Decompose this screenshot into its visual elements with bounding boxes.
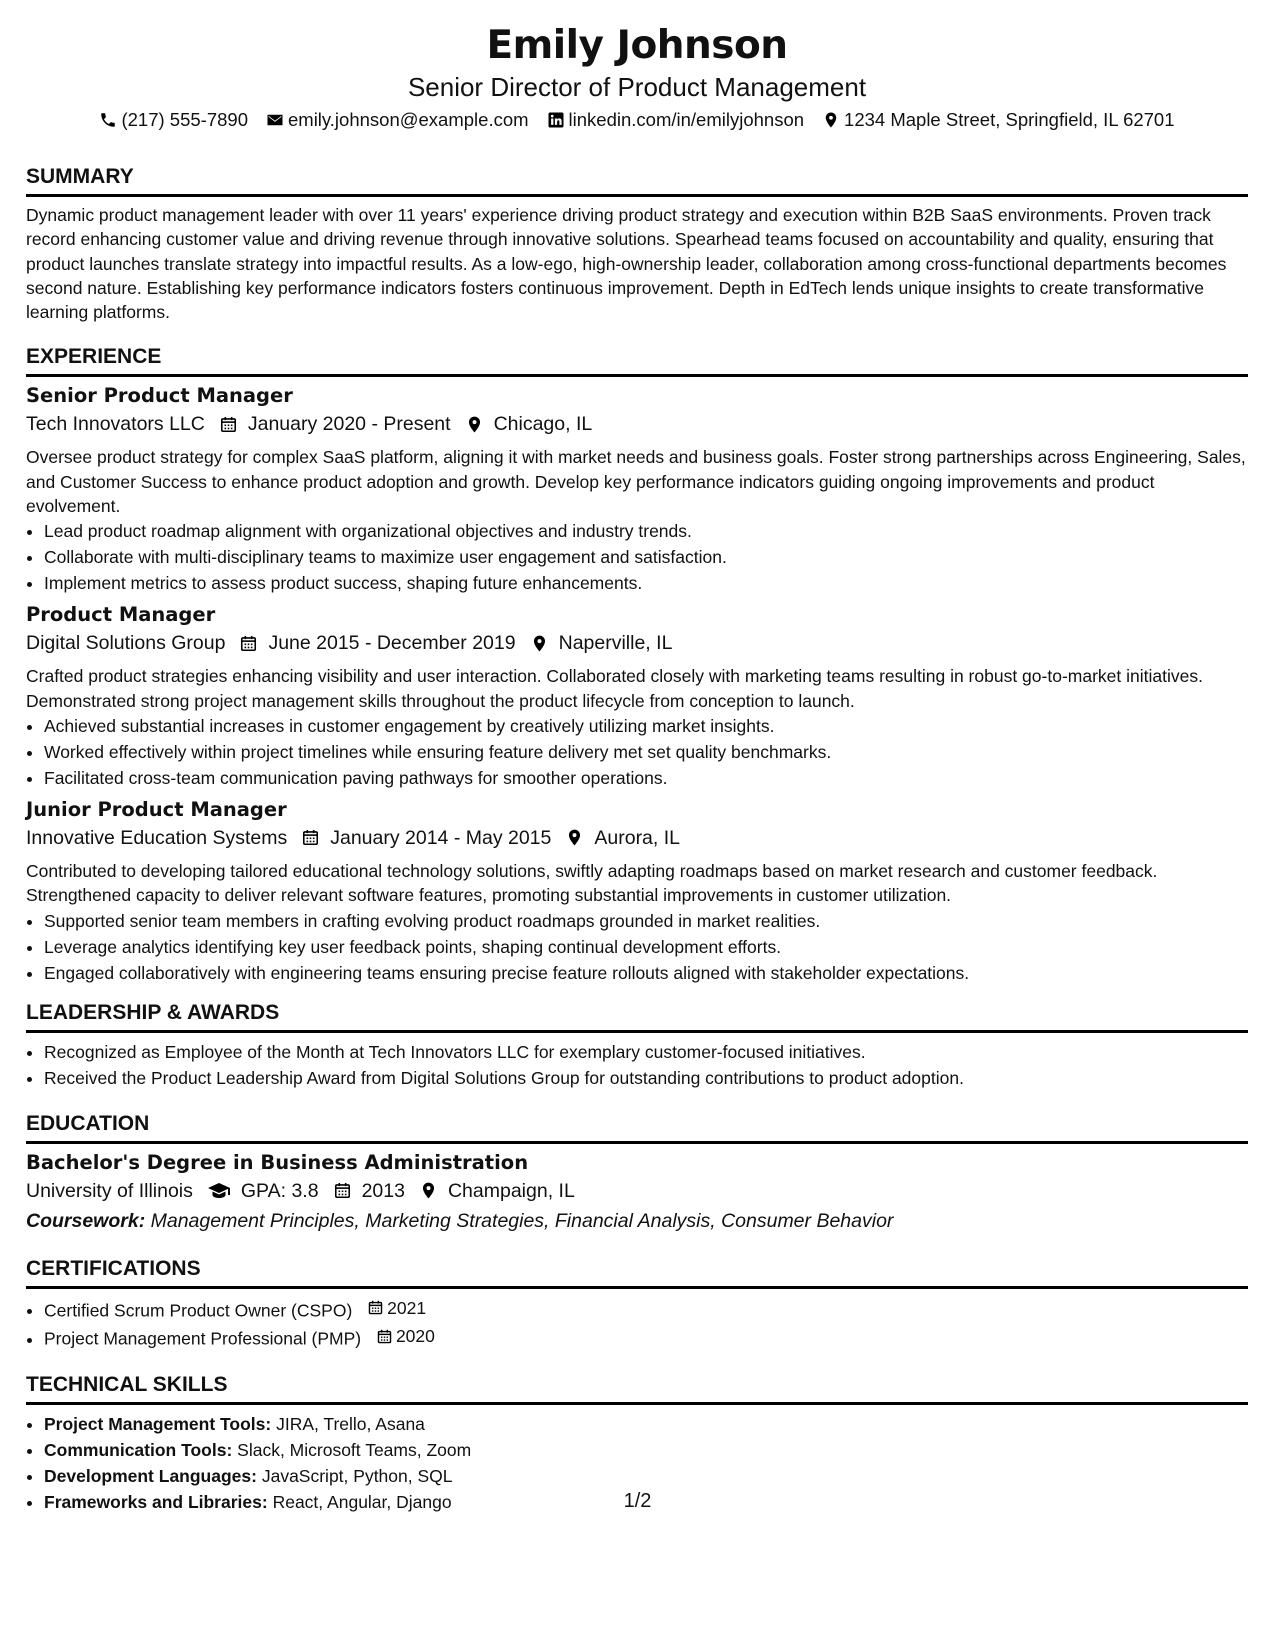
list-item [44, 1437, 1248, 1463]
skill-value: JIRA, Trello, Asana [276, 1413, 425, 1434]
cert-name: Project Management Professional (PMP) [44, 1328, 362, 1349]
list-item [44, 1323, 1248, 1352]
role-description: Contributed to developing tailored educational technology solutions, swiftly adapting roadmaps based on market research and customer feedback. Strengthened capacity to deliver relevant software features, promoting substantial improvements in customer utilization. [26, 860, 1158, 906]
certifications-list [26, 1295, 1248, 1352]
education-section [26, 1111, 1248, 1236]
role-bullets [26, 908, 1248, 986]
calendar-icon [301, 828, 320, 847]
linkedin-icon [547, 111, 565, 129]
contact-phone[interactable] [99, 108, 248, 132]
list-item: • Engaged collaboratively with engineering teams ensuring precise feature rollouts aligned with stakeholder expectations. [44, 960, 1248, 986]
section-heading-skills: TECHNICAL SKILLS [26, 1372, 1248, 1405]
coursework-list: Management Principles, Marketing Strategies, Financial Analysis, Consumer Behavior [150, 1209, 894, 1232]
section-heading-experience: EXPERIENCE [26, 344, 1248, 377]
summary-section [26, 164, 1248, 324]
school-location: Champaign, IL [447, 1179, 575, 1202]
contact-address [822, 108, 1174, 132]
calendar-icon [333, 1181, 352, 1200]
certifications-section [26, 1256, 1248, 1352]
summary-text: Dynamic product management leader with over 11 years' experience driving product strategy and execution within B2B SaaS environments. Proven track record enhancing customer value and driving revenue through innovative solutions. Spearhead teams focused on accountability and quality, ensuring that product launches translate strategy into impactful results. As a low-ego, high-ownership leader, collaboration among cross-functional departments becomes second nature. Establishing key performance indicators fosters continuous improvement. Depth in EdTech lends unique insights to create transformative learning platforms. [26, 205, 1227, 323]
list-item: • Worked effectively within project timelines while ensuring feature delivery met set quality benchmarks. [44, 739, 1248, 765]
company-name: Innovative Education Systems [26, 826, 288, 849]
role-title: Junior Product Manager [26, 797, 287, 821]
list-item: • Facilitated cross-team communication paving pathways for smoother operations. [44, 765, 1248, 791]
coursework [26, 1206, 1248, 1236]
map-pin-icon [530, 634, 549, 653]
list-item: • Supported senior team members in crafting evolving product roadmaps grounded in market realities. [44, 908, 1248, 934]
coursework-label: Coursework: [26, 1209, 146, 1232]
skill-label: Frameworks and Libraries: [44, 1491, 268, 1512]
map-pin-icon [419, 1181, 438, 1200]
company-name: Tech Innovators LLC [26, 413, 205, 436]
contact-email-text: emily.johnson@example.com [288, 109, 529, 130]
role-meta [26, 628, 1248, 658]
list-item: • Lead product roadmap alignment with organizational objectives and industry trends. [44, 518, 1248, 544]
map-pin-icon [565, 828, 584, 847]
contact-linkedin[interactable] [547, 108, 804, 132]
contact-row [26, 108, 1248, 132]
skill-value: JavaScript, Python, SQL [261, 1465, 453, 1486]
phone-icon [99, 111, 117, 129]
calendar-icon [219, 415, 238, 434]
list-item: • Collaborate with multi-disciplinary teams to maximize user engagement and satisfaction. [44, 544, 1248, 570]
role-description: Oversee product strategy for complex SaaS platform, aligning it with market needs and business goals. Foster strong partnerships across Engineering, Sales, and Customer Success to enhance product adoption and growth. Develop key performance indicators guiding ongoing improvements and product evolvement. [26, 447, 1246, 517]
contact-linkedin-text: linkedin.com/in/emilyjohnson [568, 109, 805, 130]
list-item [44, 1463, 1248, 1489]
role-dates: January 2014 - May 2015 [330, 826, 552, 849]
contact-phone-text: (217) 555-7890 [121, 109, 248, 130]
role-dates: June 2015 - December 2019 [268, 632, 516, 655]
experience-entry [26, 383, 1248, 596]
role-location: Chicago, IL [493, 413, 593, 436]
section-heading-certifications: CERTIFICATIONS [26, 1256, 1248, 1289]
role-bullets [26, 713, 1248, 791]
experience-entry [26, 602, 1248, 791]
role-bullets [26, 518, 1248, 596]
contact-address-text: 1234 Maple Street, Springfield, IL 62701 [844, 109, 1175, 130]
resume-page [26, 22, 1248, 1515]
list-item: • Achieved substantial increases in customer engagement by creatively utilizing market insights. [44, 713, 1248, 739]
school-name: University of Illinois [26, 1179, 193, 1202]
section-heading-summary: SUMMARY [26, 164, 1248, 197]
map-pin-icon [822, 111, 840, 129]
role-location: Naperville, IL [558, 632, 673, 655]
role-description: Crafted product strategies enhancing visibility and user interaction. Collaborated closely with marketing teams resulting in robust go-to-market initiatives. Demonstrated strong project management skills throughout the product lifecycle from conception to launch. [26, 666, 1203, 711]
envelope-icon [266, 111, 284, 129]
education-meta [26, 1176, 1248, 1206]
list-item: • Leverage analytics identifying key user feedback points, shaping continual development efforts. [44, 934, 1248, 960]
list-item: • Implement metrics to assess product success, shaping future enhancements. [44, 570, 1248, 596]
role-meta [26, 409, 1248, 439]
role-title: Product Manager [26, 603, 216, 627]
list-item: • Recognized as Employee of the Month at Tech Innovators LLC for exemplary customer-focused initiatives. [44, 1039, 1248, 1065]
person-name: Emily Johnson [486, 23, 788, 68]
graduation-year: 2013 [361, 1179, 405, 1202]
graduation-cap-icon [207, 1179, 231, 1203]
page-number: 1/2 [623, 1490, 652, 1512]
list-item [44, 1411, 1248, 1437]
contact-email[interactable] [266, 108, 529, 132]
calendar-icon [239, 634, 258, 653]
calendar-icon [376, 1328, 393, 1345]
awards-section [26, 1000, 1248, 1091]
company-name: Digital Solutions Group [26, 632, 226, 655]
section-heading-education: EDUCATION [26, 1111, 1248, 1144]
skill-label: Development Languages: [44, 1465, 257, 1486]
skill-label: Communication Tools: [44, 1439, 233, 1460]
role-dates: January 2020 - Present [247, 413, 451, 436]
skill-value: Slack, Microsoft Teams, Zoom [237, 1439, 472, 1460]
cert-year: 2020 [395, 1326, 435, 1347]
role-meta [26, 823, 1248, 853]
skill-value: React, Angular, Django [272, 1491, 452, 1512]
cert-year: 2021 [387, 1297, 427, 1318]
gpa: GPA: 3.8 [240, 1179, 319, 1202]
cert-name: Certified Scrum Product Owner (CSPO) [44, 1300, 353, 1321]
awards-list [26, 1039, 1248, 1091]
degree-title: Bachelor's Degree in Business Administration [26, 1150, 529, 1174]
skill-label: Project Management Tools: [44, 1413, 272, 1434]
list-item [44, 1295, 1248, 1324]
map-pin-icon [465, 415, 484, 434]
calendar-icon [367, 1299, 384, 1316]
section-heading-awards: LEADERSHIP & AWARDS [26, 1000, 1248, 1033]
role-title: Senior Product Manager [26, 384, 293, 408]
list-item: • Received the Product Leadership Award from Digital Solutions Group for outstanding contributions to product adoption. [44, 1065, 1248, 1091]
experience-entry [26, 797, 1248, 986]
job-title: Senior Director of Product Management [407, 72, 867, 102]
experience-section [26, 344, 1248, 985]
role-location: Aurora, IL [594, 826, 681, 849]
